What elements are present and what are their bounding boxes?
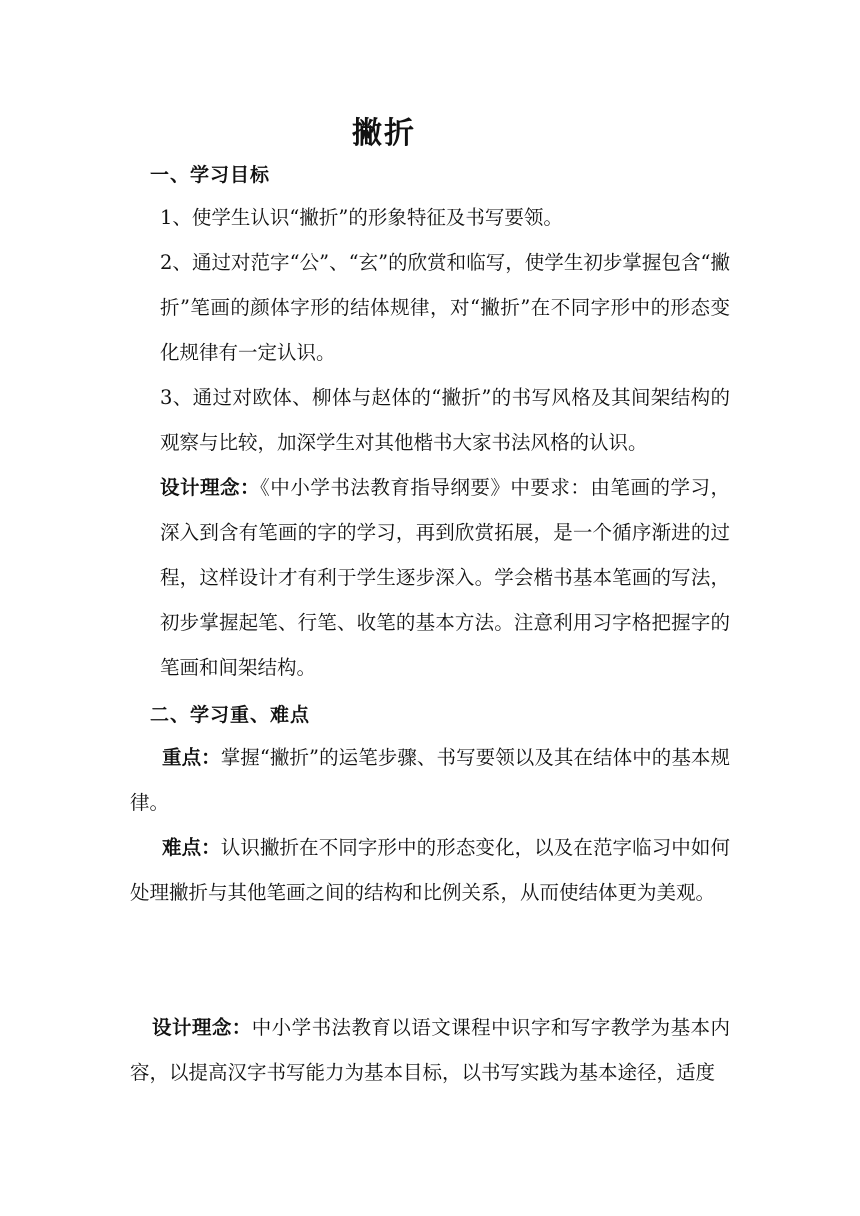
key-point-paragraph (130, 735, 730, 825)
closing-design-concept-paragraph (130, 1005, 730, 1095)
key-point-label: 重点： (162, 746, 221, 769)
closing-design-concept-text: 中小学书法教育以语文课程中识字和写字教学为基本内容，以提高汉字书写能力为基本目标，以书写实践为基本途径，适度 (130, 1016, 730, 1084)
goal-item-2: 2、通过对范字“公”、“玄”的欣赏和临写，使学生初步掌握包含“撇折”笔画的颜体字形的结体规律，对“撇折”在不同字形中的形态变化规律有一定认识。 (160, 251, 730, 364)
difficult-point-text: 认识撇折在不同字形中的形态变化，以及在范字临习中如何处理撇折与其他笔画之间的结构和比例关系，从而使结体更为美观。 (130, 836, 730, 904)
design-concept-label: 设计理念： (160, 476, 261, 499)
goal-item-3: 3、通过对欧体、柳体与赵体的“撇折”的书写风格及其间架结构的观察与比较，加深学生对其他楷书大家书法风格的认识。 (160, 386, 730, 454)
difficult-point-label: 难点： (162, 836, 221, 859)
goal-item-1: 1、使学生认识“撇折”的形象特征及书写要领。 (160, 206, 563, 229)
design-concept-text: 《中小学书法教育指导纲要》中要求：由笔画的学习，深入到含有笔画的字的学习，再到欣赏拓展，是一个循序渐进的过程，这样设计才有利于学生逐步深入。学会楷书基本笔画的写法，初步掌握起笔、行笔、收笔的基本方法。注意利用习字格把握字的笔画和间架结构。 (160, 476, 730, 679)
section-heading-key-difficult-points: 二、学习重、难点 (150, 704, 311, 726)
difficult-point-paragraph (130, 825, 730, 915)
key-point-text: 掌握“撇折”的运笔步骤、书写要领以及其在结体中的基本规律。 (130, 746, 730, 814)
closing-design-concept-label: 设计理念： (152, 1016, 252, 1039)
section-heading-learning-goals: 一、学习目标 (150, 164, 271, 186)
document-title: 撇折 (352, 116, 416, 151)
design-concept-paragraph (160, 465, 730, 690)
